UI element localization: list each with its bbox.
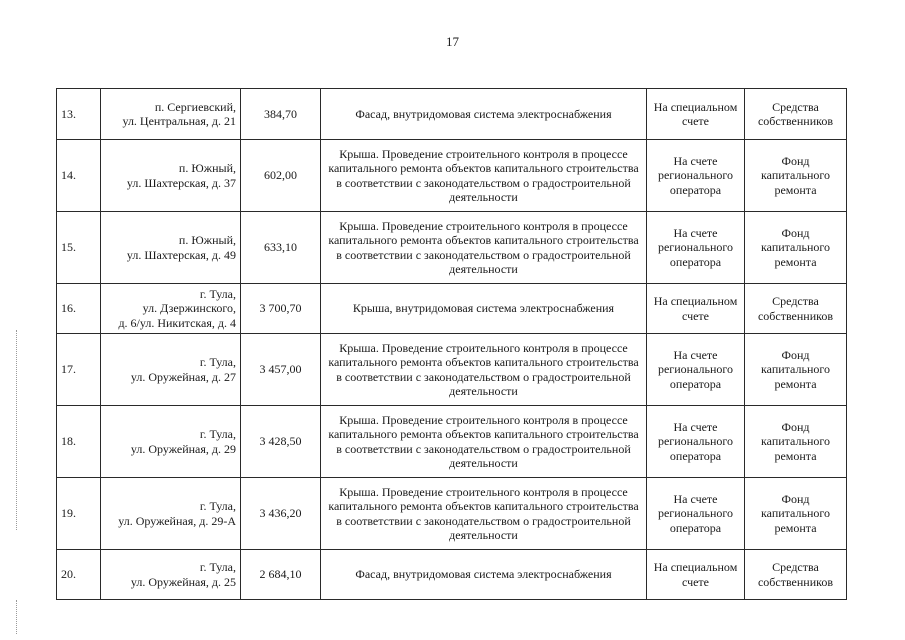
page-number: 17 [446, 34, 459, 49]
margin-scan-marks [16, 330, 19, 530]
work-type-cell: Крыша. Проведение строительного контроля в процессе капитального ремонта объектов капитального строительства в соответствии с законодательством о градостроительной деятельности [321, 140, 647, 212]
address-line: п. Южный, [178, 161, 236, 175]
address-line: ул. Оружейная, д. 29-А [118, 513, 236, 528]
row-number-cell: 13. [57, 89, 101, 140]
margin-scan-marks-bottom [16, 600, 19, 634]
address-line: ул. Оружейная, д. 27 [130, 369, 236, 384]
address-line: ул. Шахтерская, д. 49 [126, 247, 236, 262]
account-type-cell: На счете регионального оператора [647, 140, 745, 212]
account-type-cell: На специальном счете [647, 89, 745, 140]
account-type-cell: На счете регионального оператора [647, 212, 745, 284]
work-type-cell: Крыша, внутридомовая система электроснабжения [321, 284, 647, 334]
table-row [57, 406, 847, 478]
area-cell: 384,70 [241, 89, 321, 140]
row-number-cell: 20. [57, 550, 101, 600]
work-type-cell: Крыша. Проведение строительного контроля в процессе капитального ремонта объектов капитального строительства в соответствии с законодательством о градостроительной деятельности [321, 478, 647, 550]
account-type-cell: На специальном счете [647, 550, 745, 600]
area-cell: 2 684,10 [241, 550, 321, 600]
work-type-cell: Крыша. Проведение строительного контроля в процессе капитального ремонта объектов капитального строительства в соответствии с законодательством о градостроительной деятельности [321, 406, 647, 478]
address-line: г. Тула, [199, 499, 236, 513]
area-cell: 3 428,50 [241, 406, 321, 478]
funding-source-cell: Средства собственников [745, 284, 847, 334]
address-line: ул. Оружейная, д. 29 [130, 441, 236, 456]
area-cell: 3 457,00 [241, 334, 321, 406]
area-cell: 3 436,20 [241, 478, 321, 550]
row-number-cell: 19. [57, 478, 101, 550]
address-line: г. Тула, [199, 286, 236, 301]
address-line: д. 6/ул. Никитская, д. 4 [118, 315, 236, 330]
address-line: г. Тула, [199, 427, 236, 441]
table-row [57, 89, 847, 140]
funding-source-cell: Фонд капитального ремонта [745, 478, 847, 550]
row-number-cell: 17. [57, 334, 101, 406]
area-cell: 602,00 [241, 140, 321, 212]
account-type-cell: На счете регионального оператора [647, 334, 745, 406]
table-row [57, 284, 847, 334]
area-cell: 633,10 [241, 212, 321, 284]
address-cell [101, 478, 241, 550]
address-line: ул. Дзержинского, [142, 301, 236, 316]
table-row [57, 212, 847, 284]
funding-source-cell: Фонд капитального ремонта [745, 406, 847, 478]
row-number-cell: 14. [57, 140, 101, 212]
work-type-cell: Фасад, внутридомовая система электроснабжения [321, 550, 647, 600]
funding-source-cell: Фонд капитального ремонта [745, 334, 847, 406]
work-type-cell: Крыша. Проведение строительного контроля в процессе капитального ремонта объектов капитального строительства в соответствии с законодательством о градостроительной деятельности [321, 334, 647, 406]
table-row [57, 140, 847, 212]
funding-source-cell: Фонд капитального ремонта [745, 140, 847, 212]
work-type-cell: Крыша. Проведение строительного контроля в процессе капитального ремонта объектов капитального строительства в соответствии с законодательством о градостроительной деятельности [321, 212, 647, 284]
funding-source-cell: Средства собственников [745, 550, 847, 600]
address-line: п. Южный, [178, 233, 236, 247]
address-line: г. Тула, [199, 560, 236, 574]
repair-program-table [56, 88, 847, 600]
address-cell [101, 212, 241, 284]
table-body [57, 89, 847, 600]
row-number-cell: 16. [57, 284, 101, 334]
account-type-cell: На специальном счете [647, 284, 745, 334]
work-type-cell: Фасад, внутридомовая система электроснабжения [321, 89, 647, 140]
table-row [57, 550, 847, 600]
address-line: ул. Центральная, д. 21 [122, 114, 236, 128]
table-row [57, 334, 847, 406]
address-cell [101, 284, 241, 334]
address-cell [101, 334, 241, 406]
address-line: г. Тула, [199, 355, 236, 369]
funding-source-cell: Фонд капитального ремонта [745, 212, 847, 284]
table-row [57, 478, 847, 550]
area-cell: 3 700,70 [241, 284, 321, 334]
address-line: ул. Шахтерская, д. 37 [126, 175, 236, 190]
row-number-cell: 15. [57, 212, 101, 284]
address-line: ул. Оружейная, д. 25 [130, 574, 236, 589]
row-number-cell: 18. [57, 406, 101, 478]
address-cell [101, 89, 241, 140]
account-type-cell: На счете регионального оператора [647, 478, 745, 550]
account-type-cell: На счете регионального оператора [647, 406, 745, 478]
funding-source-cell: Средства собственников [745, 89, 847, 140]
address-line: п. Сергиевский, [154, 99, 236, 114]
address-cell [101, 140, 241, 212]
address-cell [101, 406, 241, 478]
address-cell [101, 550, 241, 600]
